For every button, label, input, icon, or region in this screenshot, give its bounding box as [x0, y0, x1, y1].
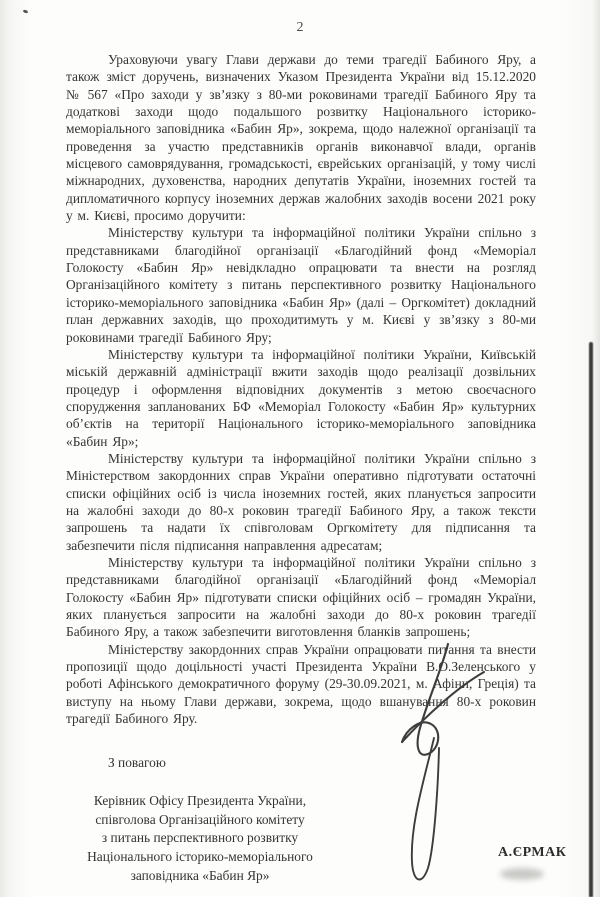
paragraph-instruction-4: Міністерству культури та інформаційної політики України спільно з представниками благодійної організації «Благодійний фонд «Меморіал Голокосту «Бабин Яр» підготувати списки офіційних осіб – громадян України, яких планується запросити на жалобні заходи до 80-х роковин трагедії Бабиного Яру, а також забезпечити виготовлення бланків запрошень; — [66, 554, 536, 640]
signatory-title-block — [52, 792, 348, 886]
signatory-title-line: заповідника «Бабин Яр» — [130, 867, 270, 883]
signatory-title-line: з питань перспективного розвитку — [101, 830, 299, 846]
paragraph-instruction-5: Міністерству закордонних справ України опрацювати питання та внести пропозиції щодо доцільності участі Президента України В.О.Зеленського у роботі Афінського демократичного форуму (29-30.09.2021, м. Афіни, Греція) та виступу на ньому Глави держави, зокрема, щодо вшанування 80-х роковин трагедії Бабиного Яру. — [66, 641, 536, 727]
paragraph-instruction-2: Міністерству культури та інформаційної політики України, Київській міській державній адміністрації вжити заходів щодо реалізації дозвільних процедур і оформлення відповідних документів з метою своєчасного спорудження запланованих БФ «Меморіал Голокосту «Бабин Яр» культурних об’єктів на території Національного історико-меморіального заповідника «Бабин Яр»; — [66, 346, 536, 449]
paragraph-instruction-3: Міністерству культури та інформаційної політики України спільно з Міністерством закордонних справ України оперативно підготувати остаточні списки офіційних осіб із числа іноземних гостей, яких планується запросити на жалобні заходи до 80-х роковин трагедії Бабиного Яру, а також тексти запрошень та надати їх співголовам Оргкомітету для підписання та забезпечити після підписання направлення адресатам; — [66, 450, 536, 553]
letter-body — [66, 51, 536, 727]
page-number: 2 — [296, 20, 304, 35]
closing-salutation: З повагою — [108, 755, 166, 770]
scan-speck — [23, 9, 29, 14]
signatory-title-line: Національного історико-меморіального — [87, 849, 313, 865]
scan-edge-right-line — [589, 342, 593, 897]
paragraph-preamble: Ураховуючи увагу Глави держави до теми трагедії Бабиного Яру, а також зміст доручень, визначених Указом Президента України від 15.12.2020 № 567 «Про заходи у зв’язку з 80-ми роковинами трагедії Бабиного Яру та додаткові заходи щодо подальшого розвитку Національного історико-меморіального заповідника «Бабин Яр», зокрема, щодо належної організації та проведення за участю представників органів виконавчої влади, органів місцевого самоврядування, громадськості, єврейських організацій, у тому числі міжнародних, духовенства, народних депутатів України, іноземних гостей та дипломатичного корпусу іноземних держав жалобних заходів восени 2021 року у м. Києві, просимо доручити: — [66, 52, 536, 224]
handwritten-signature — [376, 630, 494, 892]
paragraph-instruction-1: Міністерству культури та інформаційної політики України спільно з представниками благодійної організації «Благодійний фонд «Меморіал Голокосту «Бабин Яр» невідкладно опрацювати та внести на розгляд Організаційного комітету з питань перспективного розвитку Національного історико-меморіального заповідника «Бабин Яр» (далі – Оргкомітет) докладний план державних заходів, що проходитимуть у м. Києві у зв’язку з 80-ми роковинами трагедії Бабиного Яру; — [66, 225, 536, 345]
scan-smudge — [500, 868, 544, 880]
signatory-title-line: Керівник Офісу Президента України, — [93, 793, 307, 808]
signatory-title-line: співголова Організаційного комітету — [95, 811, 305, 827]
signatory-name: А.ЄРМАК — [498, 845, 567, 860]
